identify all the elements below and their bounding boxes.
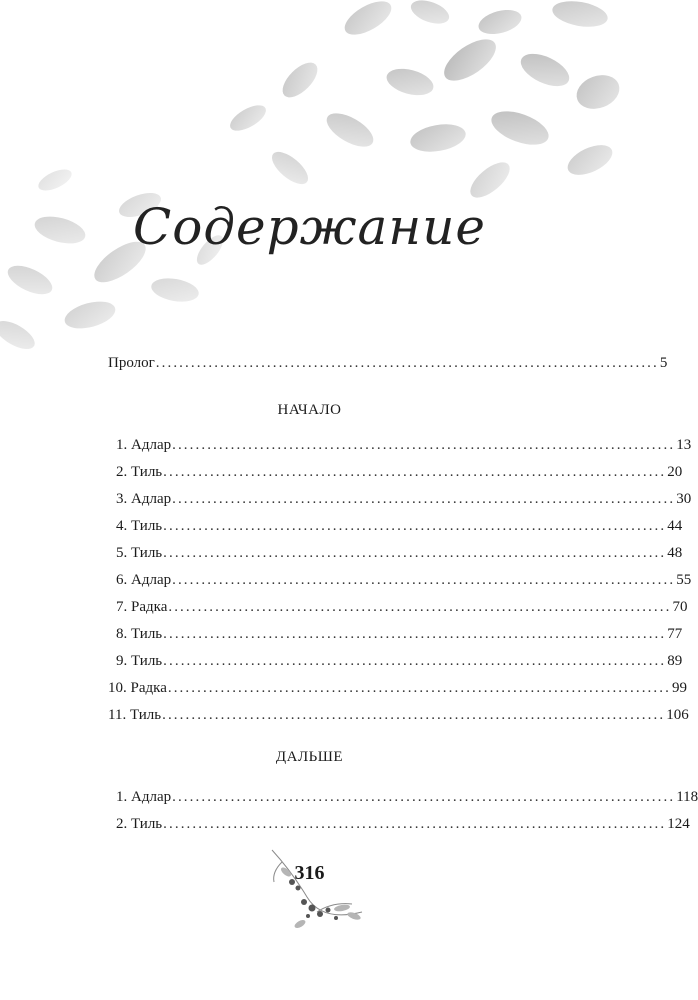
toc-entry[interactable]: [116, 598, 688, 616]
section-heading: ДАЛЬШЕ: [275, 749, 344, 765]
toc-entry-label: 10. Радка: [108, 680, 167, 696]
toc-entry[interactable]: [116, 815, 690, 833]
toc-entry-label: 11. Тиль: [108, 707, 162, 723]
toc-entry-page: 77: [667, 626, 683, 642]
toc-entry[interactable]: [116, 436, 692, 454]
toc-entry-page: 118: [676, 789, 698, 805]
dot-leader: ......................................................................................: [163, 518, 667, 534]
dot-leader: ......................................................................................: [163, 816, 667, 832]
dot-leader: ......................................................................................: [163, 653, 667, 669]
dot-leader: ......................................................................................: [163, 464, 667, 480]
section-heading: НАЧАЛО: [277, 402, 342, 418]
toc-entry-page: 70: [672, 599, 688, 615]
toc-entry-label: 1. Адлар: [116, 437, 172, 453]
decorative-leaves-illustration: [0, 0, 619, 360]
toc-entry-label: 7. Радка: [116, 599, 168, 615]
toc-entry-label: Пролог: [108, 355, 155, 371]
toc-entry[interactable]: [108, 679, 687, 697]
toc-entry[interactable]: [116, 652, 683, 670]
toc-entry-label: 6. Адлар: [116, 572, 172, 588]
toc-entry-page: 20: [667, 464, 683, 480]
toc-entry-label: 8. Тиль: [116, 626, 163, 642]
toc-entry-page: 30: [676, 491, 692, 507]
dot-leader: ......................................................................................: [172, 789, 676, 805]
toc-entry[interactable]: [116, 544, 683, 562]
toc-entry-page: 124: [667, 816, 690, 832]
toc-entry-label: 2. Тиль: [116, 464, 163, 480]
toc-entry-page: 5: [659, 355, 668, 371]
toc-entry[interactable]: [116, 625, 683, 643]
dot-leader: ......................................................................................: [172, 572, 676, 588]
page-title: Содержание: [132, 198, 487, 256]
toc-entry[interactable]: [116, 517, 683, 535]
dot-leader: ......................................................................................: [172, 491, 676, 507]
toc-entry-label: 3. Адлар: [116, 491, 172, 507]
dot-leader: ......................................................................................: [172, 437, 676, 453]
toc-entry-page: 13: [676, 437, 692, 453]
dot-leader: ......................................................................................: [168, 599, 672, 615]
dot-leader: ......................................................................................: [163, 545, 667, 561]
toc-entry-label: 5. Тиль: [116, 545, 163, 561]
toc-entry-label: 9. Тиль: [116, 653, 163, 669]
toc-entry-page: 99: [671, 680, 687, 696]
toc-entry-label: 2. Тиль: [116, 816, 163, 832]
toc-entry[interactable]: [116, 463, 683, 481]
toc-entry[interactable]: [108, 706, 689, 724]
toc-entry[interactable]: [116, 490, 692, 508]
toc-entry[interactable]: [116, 571, 692, 589]
dot-leader: ......................................................................................: [155, 355, 659, 371]
toc-entry-prologue[interactable]: [108, 354, 668, 372]
toc-entry[interactable]: [116, 788, 698, 806]
dot-leader: ......................................................................................: [167, 680, 671, 696]
toc-entry-label: 1. Адлар: [116, 789, 172, 805]
dot-leader: ......................................................................................: [163, 626, 667, 642]
toc-entry-page: 106: [666, 707, 689, 723]
toc-entry-page: 44: [667, 518, 683, 534]
dot-leader: ......................................................................................: [162, 707, 666, 723]
floral-sprig-illustration: [262, 842, 382, 942]
toc-entry-page: 48: [667, 545, 683, 561]
toc-entry-page: 89: [667, 653, 683, 669]
toc-entry-label: 4. Тиль: [116, 518, 163, 534]
page-number: 316: [294, 862, 325, 884]
toc-entry-page: 55: [676, 572, 692, 588]
